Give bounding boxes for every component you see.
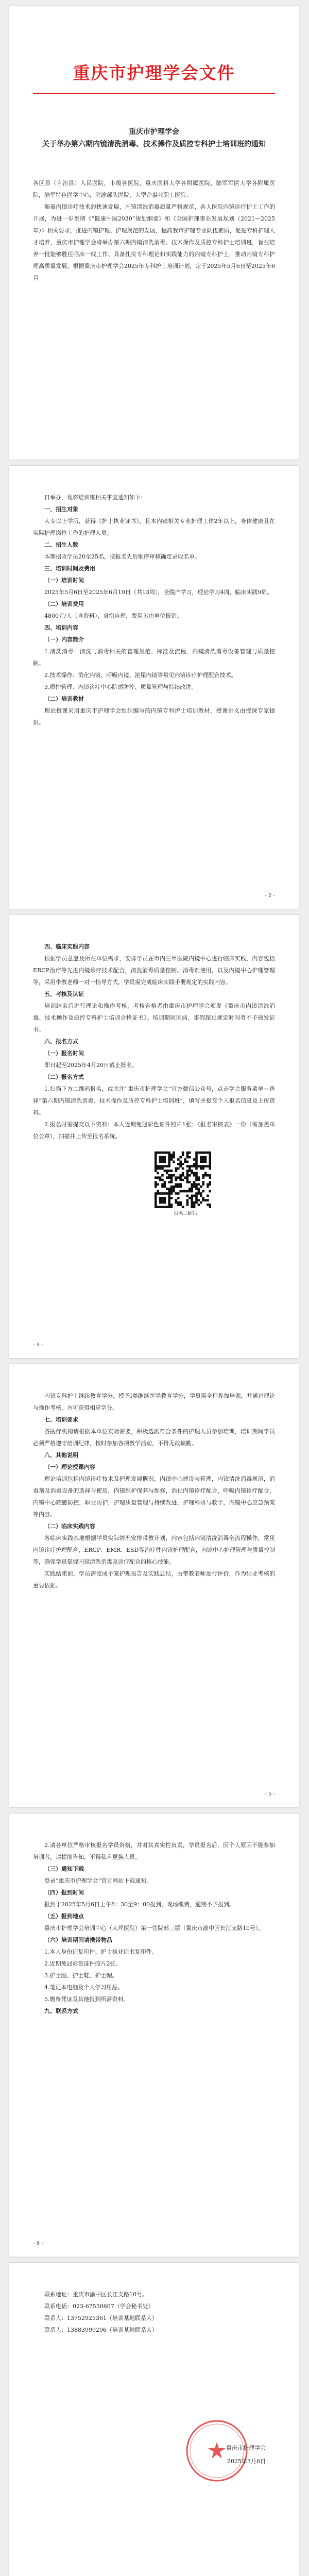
subsection-heading: （一）内容简介 [44, 636, 84, 643]
subsection-heading: （六）培训期间请携带物品 [44, 1937, 112, 1943]
page-4 [9, 1364, 299, 1807]
paragraph: 2025年5月6日至2025年6月10日（共13周），全脱产学习，理论学习4周，临床实践9周。 [44, 589, 273, 596]
subsection-heading: （二）临床实践内容 [44, 1523, 95, 1530]
section-heading: 一、招生对象 [44, 506, 78, 513]
page-number: - 2 - [265, 893, 275, 899]
paragraph: 理论培训包括内镜诊疗技术及护理发展概况，内镜中心建设与管理，内镜清洗消毒规范，消毒剂及消毒设备的选择与使用，内镜维护保养与维修，消化内镜诊疗配合，呼吸内镜诊疗配合，内镜中心院感防控，职业防护，护理质量管理与持续改进，护理科研与教学，内镜中心应急预案等内容。 [33, 1476, 275, 1518]
page-1-body [33, 177, 275, 284]
paragraph: 重庆市护理学会培训中心（大坪医院）第一住院部三层（重庆市渝中区长江支路10号）。 [44, 1925, 264, 1931]
list-item: 联系人：13752925361（培训基地联系人） [44, 2315, 158, 2321]
qr-block [154, 1151, 275, 1217]
paragraph: 日举办，现将培训班相关事宜通知如下： [44, 494, 146, 501]
subsection-heading: （一）培训时间 [44, 577, 84, 584]
paragraph: 本期招收学员20至25名，按报名先后顺序审核确定录取名单。 [44, 553, 200, 560]
subsection-heading: （五）报到地点 [44, 1913, 84, 1920]
section-heading: 三、培训时间及费用 [44, 565, 95, 572]
paragraph: 即日起至2025年4月20日截止报名。 [44, 1062, 138, 1069]
paragraph: 登录“重庆市护理学会”官方网站下载通知。 [44, 1877, 152, 1884]
subsection-heading: （二）培训教材 [44, 696, 84, 702]
paragraph: 报到于2025年5月6日上午8：30至9：00报到，现场缴费，逾期不予报到。 [44, 1901, 235, 1908]
letterhead-divider [33, 93, 275, 94]
issuer: 重庆市护理学会 [129, 128, 179, 136]
signature-block [163, 2417, 266, 2489]
paragraph: 1.扫描下方二维码报名，或关注“重庆市护理学会”官方微信公众号，点击学会服务菜单—选择“第六期内镜清洗消毒、技术操作及质控专科护士培训班”，填写并提交个人报名信息及上传资料。 [33, 1086, 275, 1116]
paragraph: 实践结束前，学员需完成个案护理报告及实践总结，由带教老师进行评价，作为结业考核的重要依据。 [33, 1570, 275, 1589]
paragraph: 4800元/人（含资料），食宿自理，费用另由单位报销。 [44, 613, 183, 619]
paragraph: 2.请各单位严格审核报名学员资格，并对其真实性负责，学员报名后，因个人原因不能参加培训者，请提前告知，不得私自更换人员。 [33, 1842, 275, 1860]
page-3-body [33, 941, 275, 1222]
qr-label: 报名二维码 [174, 1211, 197, 1216]
list-item: 5.缴费凭证及其他报到所需资料。 [44, 1996, 129, 2003]
page-2 [9, 466, 299, 909]
section-heading: 九、联系方式 [44, 2008, 78, 2014]
subsection-heading: （四）报到时间 [44, 1889, 84, 1896]
page-number: - 5 - [265, 1791, 275, 1797]
paragraph: 2.报名时需提交以下资料：本人近期免冠彩色证件照片1张；《报名审核表》一份（需加盖单位公章），扫描并上传至报名系统。 [33, 1121, 275, 1140]
paragraph: 培训结束后进行理论和操作考核，考核合格者由重庆市护理学会颁发《重庆市内镜清洗消毒、技术操作及质控专科护士培训合格证书》。培训期间因病、事假超过规定时间者不予颁发证书。 [33, 1003, 275, 1033]
list-item: 4.笔记本电脑及个人学习用品。 [44, 1984, 124, 1991]
page-4-body [33, 1390, 275, 1591]
section-heading: 四、临床实践内容 [44, 943, 90, 950]
page-6-body [33, 2289, 275, 2336]
paragraph: 3.质控管理：内镜诊疗中心院感防控、质量管理与持续改进。 [44, 684, 197, 690]
signature-org: 重庆市护理学会 [226, 2445, 266, 2451]
page-5-body [33, 1839, 275, 2017]
subsection-heading: （一）报名时间 [44, 1050, 84, 1057]
signature-date: 2025年3月6日 [227, 2458, 266, 2465]
document-title: 关于举办第六期内镜清洗消毒、技术操作及质控专科护士培训班的通知 [42, 140, 266, 148]
page-3 [9, 915, 299, 1358]
section-heading: 六、报名方式 [44, 1038, 78, 1045]
list-item: 1.本人身份证复印件、护士执业证书复印件。 [44, 1948, 158, 1955]
document-header [33, 126, 275, 150]
page-number: - 6 - [33, 2241, 43, 2246]
paragraph: 2.技术操作：消化内镜、呼吸内镜、泌尿内镜等常见内镜诊疗护理配合技术。 [44, 672, 237, 679]
list-item: 3.护士服、护士鞋、护士帽。 [44, 1972, 118, 1979]
page-5 [9, 1814, 299, 2257]
paragraph: 大专以上学历，获得《护士执业证书》，且本内镜相关专业护理工作2年以上，身体健康且在实际护理岗位工作的护理人员。 [33, 518, 275, 536]
list-item: 联系人：13883999296（培训基地联系人） [44, 2327, 158, 2333]
letterhead-title: 重庆市护理学会文件 [73, 63, 235, 83]
subsection-heading: （二）报名方式 [44, 1074, 84, 1080]
intro-paragraph: 随着内镜诊疗技术的快速发展，内镜清洗消毒质量严格规范，各大医院内镜诊疗护士工作的开展，为进一步贯彻《“健康中国2030”规划纲要》和《全国护理事业发展规划（2021—2025年）》相关要求，推进内镜护理、护理规范的发展，提高我市护理专业队伍素质，促进专科护理人才培养，重庆市护理学会将举办第六期内镜清洗消毒、技术操作及质控专科护士培训班，旨在培养一批能够胜任临床一线工作、具备扎实专科理论和实践能力的内镜专科护士，推动内镜专科护理高质量发展。根据重庆市护理学会2025年专科护士培训计划，定于2025年5月6日至2025年6月 [33, 204, 275, 281]
list-item: 联系电话：023-67550607（学会秘书处） [44, 2303, 154, 2310]
qr-code[interactable] [154, 1151, 211, 1208]
list-item: 2.近期免冠彩色证件照片2张。 [44, 1960, 122, 1967]
list-item: 联系地址：重庆市渝中区长江支路10号。 [44, 2291, 148, 2298]
page-2-body [33, 492, 275, 728]
section-heading: 八、其他说明 [44, 1452, 78, 1459]
section-heading: 五、考核及认证 [44, 991, 84, 997]
paragraph: 1.清洗消毒：清洗与消毒相关的管理规范、标准及流程，内镜清洗消毒设备管理与质量控制。 [33, 648, 275, 667]
paragraph: 内镜专科护士继续教育学分，授予Ⅰ类继续医学教育学分，学员需全程参加培训，并通过理论与操作考核，方可获得相应学分。 [33, 1393, 275, 1411]
addressees: 各区县（自治县）人民医院，市级各医院，重庆医科大学各附属医院，陆军军医大学各附属医院，陆军特色医学中心，驻渝部队医院，大型企事业职工医院： [33, 180, 275, 198]
section-heading: 四、培训内容 [44, 624, 78, 631]
page-1 [9, 6, 299, 460]
page-number: - 4 - [33, 1342, 43, 1348]
paragraph: 根据学员意愿及所在单位需求，安排学员在市内三甲医院内镜中心进行临床实践，内容包括ERCP治疗等先进内镜诊疗技术配合，清洗消毒质量控制、消毒剂使用，以及内镜中心护理管理等，采用带教老师一对一指导方式。学员需完成临床实践手册规定的实践内容。 [33, 955, 275, 986]
paragraph: 理论授课采用重庆市护理学会组织编写的内镜专科护士培训教材，授课讲义由授课专家提供。 [33, 707, 275, 726]
subsection-heading: （二）培训费用 [44, 601, 84, 607]
section-heading: 七、培训要求 [44, 1416, 78, 1423]
paragraph: 各医疗机构请根据本单位实际需要，积极选派符合条件的护理人员参加培训，培训期间学员必须严格遵守培训纪律，按时参加各项教学活动，不得无故缺勤。 [33, 1428, 275, 1447]
subsection-heading: （三）通知下载 [44, 1866, 84, 1872]
paragraph: 各临床实践基地根据学员实际情况安排带教计划，内容包括内镜清洗消毒全流程操作，常见内镜诊疗护理配合，ERCP、EMR、ESD等治疗性内镜护理配合，内镜中心护理管理与质量控制等，确保学员掌握内镜清洗消毒及诊疗配合的核心技能。 [33, 1535, 275, 1565]
section-heading: 二、招生人数 [44, 541, 78, 548]
subsection-heading: （一）理论授课内容 [44, 1464, 95, 1470]
page-6 [9, 2263, 299, 2576]
